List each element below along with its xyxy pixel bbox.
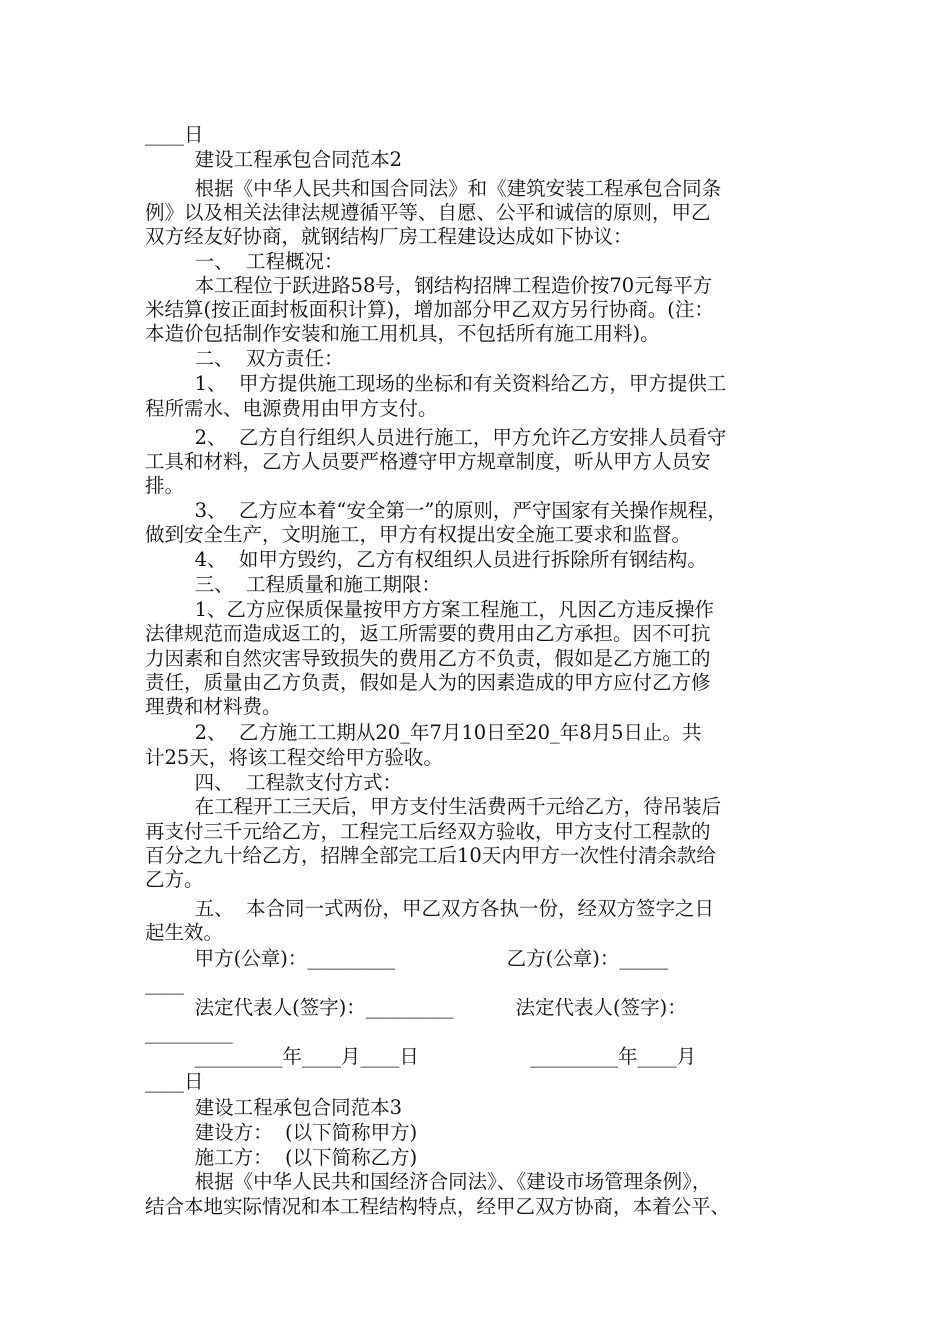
text-line: 根据《中华人民共和国合同法》和《建筑安装工程承包合同条 xyxy=(145,177,722,200)
text-line: 1、 甲方提供施工现场的坐标和有关资料给乙方，甲方提供工 xyxy=(145,372,727,395)
text-line: 3、 乙方应本着“安全第一”的原则，严守国家有关操作规程， xyxy=(145,499,727,522)
text-line: 本工程位于跃进路58号，钢结构招牌工程造价按70元每平方 xyxy=(145,274,713,297)
text-line: 施工方： (以下简称乙方) xyxy=(145,1146,418,1169)
signature-line: ____ xyxy=(145,972,184,995)
text-line: 2、 乙方施工工期从20_年7月10日至20_年8月5日止。共 xyxy=(145,721,702,744)
text-line: 双方经友好协商，就钢结构厂房工程建设达成如下协议： xyxy=(145,225,633,248)
signature-line: _________ xyxy=(145,1021,233,1044)
text-line: 例》以及相关法律法规遵循平等、自愿、公平和诚信的原则，甲乙 xyxy=(145,201,711,224)
text-line: 责任，质量由乙方负责，假如是人为的因素造成的甲方应付乙方修 xyxy=(145,671,711,694)
text-line: 再支付三千元给乙方，工程完工后经双方验收，甲方支付工程款的 xyxy=(145,820,711,843)
text-line: 4、 如甲方毁约，乙方有权组织人员进行拆除所有钢结构。 xyxy=(145,548,707,571)
text-line: 百分之九十给乙方，招牌全部完工后10天内甲方一次性付清余款给 xyxy=(145,844,716,867)
text-line: ____日 xyxy=(145,123,204,146)
signature-line: 法定代表人(签字)：_________ 法定代表人(签字)： xyxy=(145,996,687,1019)
text-line: 起生效。 xyxy=(145,921,224,944)
text-line: 理费和材料费。 xyxy=(145,695,282,718)
heading-line: 一、 工程概况： xyxy=(145,250,344,273)
text-line: 力因素和自然灾害导致损失的费用乙方不负责，假如是乙方施工的 xyxy=(145,647,711,670)
heading-line: 三、 工程质量和施工期限： xyxy=(145,573,441,596)
text-line: 结合本地实际情况和本工程结构特点，经甲乙双方协商，本着公平、 xyxy=(145,1195,731,1218)
text-line: 1、乙方应保质保量按甲方方案工程施工，凡因乙方违反操作 xyxy=(145,598,714,621)
date-line: ____日 xyxy=(145,1070,204,1093)
text-line: 工具和材料，乙方人员要严格遵守甲方规章制度，听从甲方人员安 xyxy=(145,450,711,473)
text-line: 2、 乙方自行组织人员进行施工，甲方允许乙方安排人员看守 xyxy=(145,426,727,449)
date-line: _________年____月____日 _________年____月 xyxy=(145,1045,697,1068)
text-line: 法律规范而造成返工的，返工所需要的费用由乙方承担。因不可抗 xyxy=(145,622,711,645)
text-line: 程所需水、电源费用由甲方支付。 xyxy=(145,397,438,420)
text-line: 五、 本合同一式两份，甲乙双方各执一份，经双方签字之日 xyxy=(145,897,714,920)
signature-line: 甲方(公章)：_________ 乙方(公章)：_____ xyxy=(145,947,669,970)
text-line: 根据《中华人民共和国经济合同法》、《建设市场管理条例》， xyxy=(145,1170,712,1193)
text-line: 米结算(按正面封板面积计算)，增加部分甲乙双方另行协商。(注： xyxy=(145,298,714,321)
text-line: 乙方。 xyxy=(145,868,204,891)
section-title: 建设工程承包合同范本3 xyxy=(145,1096,402,1119)
text-line: 计25天，将该工程交给甲方验收。 xyxy=(145,746,443,769)
text-line: 本造价包括制作安装和施工用机具，不包括所有施工用料)。 xyxy=(145,322,660,345)
text-line: 在工程开工三天后，甲方支付生活费两千元给乙方，待吊装后 xyxy=(145,795,722,818)
text-line: 建设方： (以下简称甲方) xyxy=(145,1121,418,1144)
section-title: 建设工程承包合同范本2 xyxy=(145,148,402,171)
text-line: 排。 xyxy=(145,474,185,497)
heading-line: 二、 双方责任： xyxy=(145,347,344,370)
text-line: 做到安全生产，文明施工，甲方有权提出安全施工要求和监督。 xyxy=(145,523,692,546)
heading-line: 四、 工程款支付方式： xyxy=(145,771,402,794)
